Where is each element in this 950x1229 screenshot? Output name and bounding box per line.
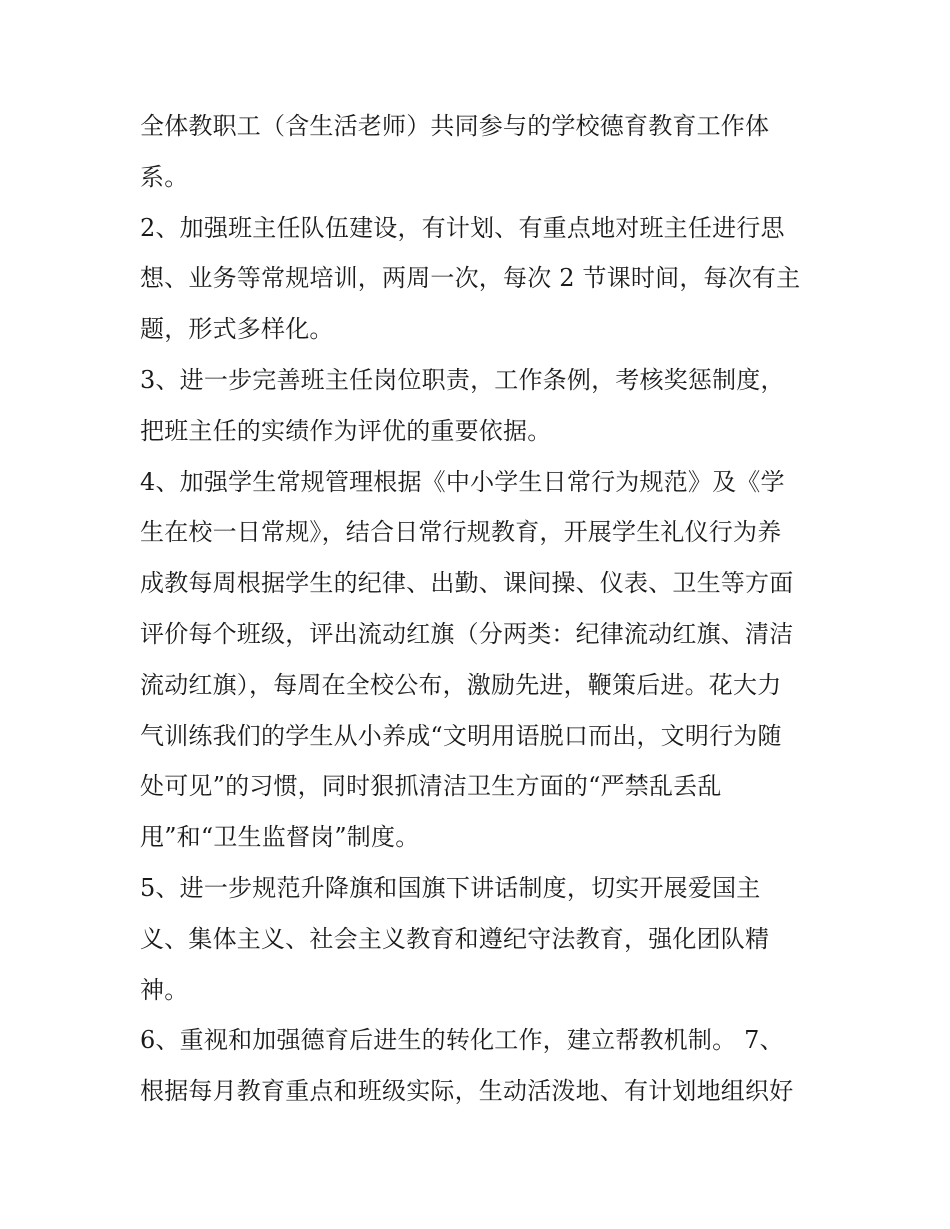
- text-line: 神。: [140, 975, 189, 1004]
- text-line: 全体教职工（含生活老师）共同参与的学校德育教育工作体: [140, 112, 770, 140]
- text-line: 想、业务等常规培训，两周一次，每次 2 节课时间，每次有主: [140, 264, 801, 293]
- text-line: 5、进一步规范升降旗和国旗下讲话制度，切实开展爱国主: [140, 873, 761, 902]
- text-line: 流动红旗），每周在全校公布，激励先进，鞭策后进。花大力: [140, 670, 782, 699]
- text-line: 气训练我们的学生从小养成“文明用语脱口而出，文明行为随: [140, 721, 782, 750]
- text-line: 题，形式多样化。: [140, 315, 334, 344]
- text-line: 根据每月教育重点和班级实际，生动活泼地、有计划地组织好: [140, 1077, 794, 1106]
- body-text: [140, 101, 820, 1117]
- text-line: 系。: [140, 162, 189, 191]
- text-line: 成教每周根据学生的纪律、出勤、课间操、仪表、卫生等方面: [140, 569, 794, 598]
- text-line: 6、重视和加强德育后进生的转化工作，建立帮教机制。 7、: [140, 1026, 784, 1055]
- text-line: 甩”和“卫生监督岗”制度。: [140, 823, 420, 852]
- text-line: 2、加强班主任队伍建设，有计划、有重点地对班主任进行思: [140, 213, 785, 242]
- text-line: 3、进一步完善班主任岗位职责，工作条例，考核奖惩制度，: [140, 365, 785, 394]
- text-line: 处可见”的习惯，同时狠抓清洁卫生方面的“严禁乱丢乱: [140, 772, 722, 801]
- text-line: 生在校一日常规》，结合日常行规教育，开展学生礼仪行为养: [140, 518, 782, 547]
- text-line: 把班主任的实绩作为评优的重要依据。: [140, 416, 552, 445]
- text-line: 评价每个班级，评出流动红旗（分两类：纪律流动红旗、清洁: [140, 619, 794, 648]
- text-line: 4、加强学生常规管理根据《中小学生日常行为规范》及《学: [140, 467, 785, 496]
- text-line: 义、集体主义、社会主义教育和遵纪守法教育，强化团队精: [140, 924, 770, 953]
